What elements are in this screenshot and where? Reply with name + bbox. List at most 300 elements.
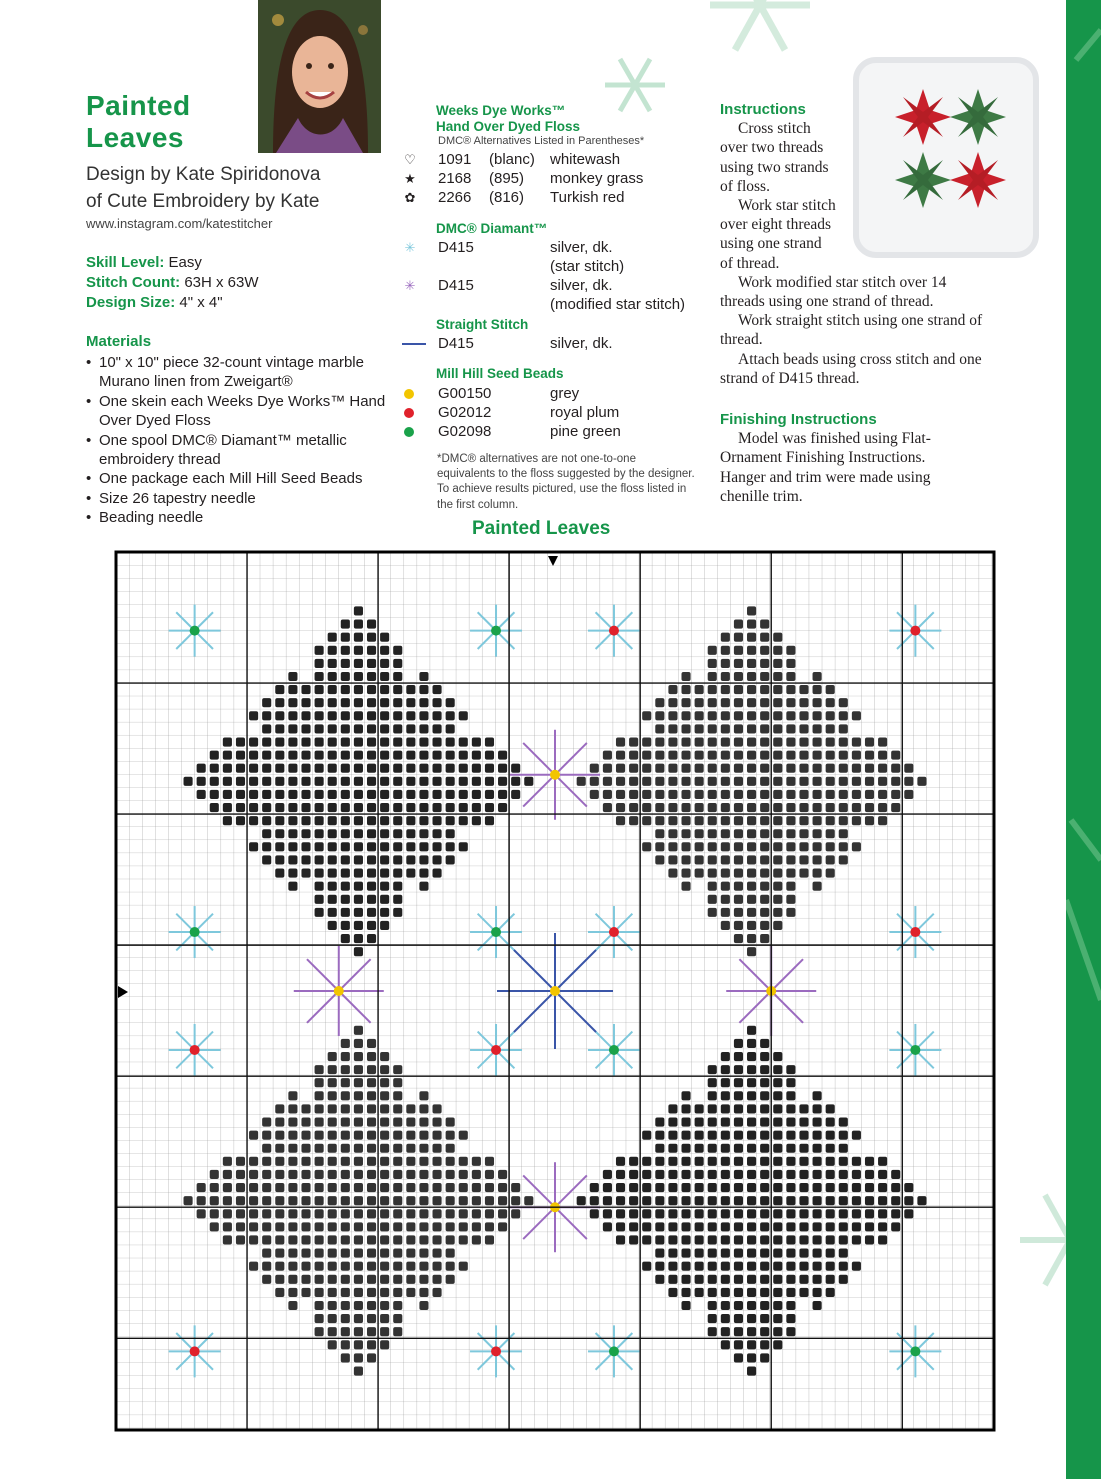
flower-stitch-cell <box>301 724 310 733</box>
flower-stitch-cell <box>668 1117 677 1126</box>
flower-stitch-cell <box>773 1183 782 1192</box>
flower-stitch-cell <box>773 1170 782 1179</box>
flower-stitch-cell <box>223 816 232 825</box>
star-stitch-cell <box>301 1209 310 1218</box>
star-stitch-cell <box>590 777 599 786</box>
star-stitch-cell <box>315 1314 324 1323</box>
flower-stitch-cell <box>249 751 258 760</box>
star-stitch-cell <box>878 764 887 773</box>
flower-stitch-cell <box>629 1157 638 1166</box>
star-stitch-cell <box>760 842 769 851</box>
flower-stitch-cell <box>419 711 428 720</box>
seed-bead <box>491 626 501 636</box>
flower-stitch-cell <box>315 646 324 655</box>
star-stitch-cell <box>472 1209 481 1218</box>
flower-stitch-cell <box>419 882 428 891</box>
star-stitch-cell <box>878 777 887 786</box>
flower-stitch-cell <box>446 777 455 786</box>
flower-stitch-cell <box>878 1196 887 1205</box>
flower-stitch-cell <box>406 855 415 864</box>
star-stitch-cell <box>341 1170 350 1179</box>
flower-stitch-cell <box>708 1104 717 1113</box>
star-stitch-cell <box>301 1288 310 1297</box>
flower-stitch-cell <box>524 777 533 786</box>
star-stitch-cell <box>603 803 612 812</box>
star-stitch-cell <box>655 842 664 851</box>
flower-stitch-cell <box>681 1091 690 1100</box>
flower-stitch-cell <box>786 1262 795 1271</box>
star-stitch-cell <box>786 751 795 760</box>
star-stitch-cell <box>629 764 638 773</box>
flower-stitch-cell <box>839 1196 848 1205</box>
flower-stitch-cell <box>590 1183 599 1192</box>
star-stitch-cell <box>380 1183 389 1192</box>
flower-stitch-cell <box>328 882 337 891</box>
flower-stitch-cell <box>865 1222 874 1231</box>
star-stitch-cell <box>236 1196 245 1205</box>
flower-stitch-cell <box>367 842 376 851</box>
star-stitch-cell <box>301 1183 310 1192</box>
flower-stitch-cell <box>826 1275 835 1284</box>
flower-stitch-cell <box>708 1131 717 1140</box>
flower-stitch-cell <box>708 1091 717 1100</box>
star-stitch-cell <box>681 685 690 694</box>
star-stitch-cell <box>367 1104 376 1113</box>
star-stitch-cell <box>367 1196 376 1205</box>
star-stitch-cell <box>354 1262 363 1271</box>
flower-stitch-cell <box>577 1196 586 1205</box>
flower-stitch-cell <box>367 934 376 943</box>
flower-stitch-cell <box>393 908 402 917</box>
star-stitch-cell <box>786 895 795 904</box>
star-stitch-cell <box>865 790 874 799</box>
star-stitch-cell <box>275 1249 284 1258</box>
star-stitch-cell <box>288 1196 297 1205</box>
seed-bead <box>550 770 560 780</box>
flower-stitch-cell <box>498 790 507 799</box>
flower-stitch-cell <box>341 764 350 773</box>
flower-stitch-cell <box>485 751 494 760</box>
star-stitch-cell <box>904 790 913 799</box>
flower-stitch-cell <box>275 751 284 760</box>
star-stitch-cell <box>747 816 756 825</box>
flower-stitch-cell <box>301 777 310 786</box>
flower-stitch-cell <box>367 764 376 773</box>
flower-stitch-cell <box>328 829 337 838</box>
flower-stitch-cell <box>367 672 376 681</box>
flower-stitch-cell <box>380 698 389 707</box>
flower-stitch-cell <box>301 737 310 746</box>
star-stitch-cell <box>433 1209 442 1218</box>
star-stitch-cell <box>472 1196 481 1205</box>
star-stitch-cell <box>328 1288 337 1297</box>
list-item: • One spool DMC® Diamant™ metallic embroidery thread <box>86 431 386 470</box>
flower-stitch-cell <box>433 724 442 733</box>
star-stitch-cell <box>367 1157 376 1166</box>
flower-stitch-cell <box>433 711 442 720</box>
star-stitch-cell <box>236 1170 245 1179</box>
flower-stitch-cell <box>760 1183 769 1192</box>
star-stitch-cell <box>459 1262 468 1271</box>
star-stitch-cell <box>301 1157 310 1166</box>
flower-stitch-cell <box>328 646 337 655</box>
flower-stitch-cell <box>301 698 310 707</box>
flower-stitch-cell <box>406 803 415 812</box>
flower-stitch-cell <box>380 842 389 851</box>
star-stitch-cell <box>380 1052 389 1061</box>
flower-stitch-cell <box>419 764 428 773</box>
star-stitch-cell <box>786 698 795 707</box>
star-stitch-cell <box>275 1235 284 1244</box>
flower-stitch-cell <box>406 737 415 746</box>
flower-stitch-cell <box>393 803 402 812</box>
page-title: Painted Leaves <box>86 90 191 153</box>
flower-stitch-cell <box>773 1327 782 1336</box>
star-stitch-cell <box>354 1314 363 1323</box>
flower-stitch-cell <box>393 672 402 681</box>
star-stitch-cell <box>433 1144 442 1153</box>
star-stitch-cell <box>380 1249 389 1258</box>
star-stitch-cell <box>341 1052 350 1061</box>
star-stitch-cell <box>341 1235 350 1244</box>
star-stitch-cell <box>616 777 625 786</box>
flower-stitch-cell <box>328 869 337 878</box>
flower-stitch-cell <box>904 1183 913 1192</box>
star-stitch-cell <box>249 1170 258 1179</box>
star-stitch-cell <box>367 1131 376 1140</box>
flower-stitch-cell <box>642 1235 651 1244</box>
flower-stitch-cell <box>760 1209 769 1218</box>
flower-stitch-cell <box>485 764 494 773</box>
star-stitch-cell <box>223 1170 232 1179</box>
flower-stitch-cell <box>328 790 337 799</box>
star-stitch-cell <box>393 1235 402 1244</box>
star-stitch-cell <box>328 1262 337 1271</box>
flower-stitch-cell <box>799 1183 808 1192</box>
flower-stitch-cell <box>734 1052 743 1061</box>
flower-stitch-cell <box>642 1183 651 1192</box>
list-item: • 10" x 10" piece 32-count vintage marble Murano linen from Zweigart® <box>86 353 386 392</box>
star-stitch-cell <box>786 724 795 733</box>
star-stitch-cell <box>681 816 690 825</box>
flower-stitch-cell <box>773 1262 782 1271</box>
star-stitch-cell <box>367 1117 376 1126</box>
flower-stitch-cell <box>813 1301 822 1310</box>
star-stitch-cell <box>747 895 756 904</box>
flower-stitch-cell <box>367 855 376 864</box>
flower-stitch-cell <box>878 1170 887 1179</box>
star-stitch-cell <box>721 803 730 812</box>
flower-stitch-cell <box>891 1209 900 1218</box>
star-stitch-cell <box>328 1157 337 1166</box>
flower-stitch-cell <box>354 934 363 943</box>
seed-bead <box>491 1346 501 1356</box>
star-stitch-cell <box>275 1262 284 1271</box>
flower-stitch-cell <box>773 1301 782 1310</box>
star-stitch-cell <box>773 855 782 864</box>
flower-stitch-cell <box>367 790 376 799</box>
flower-stitch-cell <box>734 1183 743 1192</box>
flower-stitch-cell <box>839 1117 848 1126</box>
flower-stitch-cell <box>852 1157 861 1166</box>
star-stitch-cell <box>747 724 756 733</box>
star-stitch-cell <box>839 724 848 733</box>
flower-stitch-cell <box>315 908 324 917</box>
star-stitch-cell <box>328 1131 337 1140</box>
flower-stitch-cell <box>393 711 402 720</box>
flower-stitch-cell <box>786 1131 795 1140</box>
star-stitch-cell <box>891 751 900 760</box>
flower-stitch-cell <box>813 1170 822 1179</box>
flower-stitch-cell <box>747 1222 756 1231</box>
star-stitch-cell <box>419 1196 428 1205</box>
star-stitch-cell <box>367 1039 376 1048</box>
flower-stitch-cell <box>406 842 415 851</box>
flower-stitch-cell <box>275 829 284 838</box>
star-stitch-cell <box>315 1078 324 1087</box>
star-stitch-cell <box>301 1144 310 1153</box>
flower-stitch-cell <box>393 829 402 838</box>
star-stitch-cell <box>367 1052 376 1061</box>
flower-stitch-cell <box>734 1209 743 1218</box>
star-stitch-cell <box>341 1039 350 1048</box>
star-stitch-cell <box>865 764 874 773</box>
flower-stitch-cell <box>747 1078 756 1087</box>
flower-stitch-cell <box>734 1078 743 1087</box>
star-stitch-cell <box>760 921 769 930</box>
flower-stitch-cell <box>826 1196 835 1205</box>
flower-stitch-cell <box>275 724 284 733</box>
star-stitch-cell <box>786 829 795 838</box>
designer-photo <box>258 0 381 153</box>
flower-stitch-cell <box>773 1104 782 1113</box>
flower-stitch-cell <box>328 737 337 746</box>
flower-stitch-cell <box>472 816 481 825</box>
star-stitch-cell <box>472 1170 481 1179</box>
star-stitch-cell <box>668 777 677 786</box>
flower-stitch-cell <box>721 1340 730 1349</box>
flower-stitch-cell <box>721 1170 730 1179</box>
flower-stitch-cell <box>629 1196 638 1205</box>
star-stitch-cell <box>341 1301 350 1310</box>
flower-stitch-cell <box>708 1288 717 1297</box>
flower-stitch-cell <box>747 1209 756 1218</box>
flower-stitch-cell <box>393 790 402 799</box>
flower-stitch-cell <box>341 777 350 786</box>
star-stitch-cell <box>262 1117 271 1126</box>
star-stitch-cell <box>367 1065 376 1074</box>
star-stitch-cell <box>393 1104 402 1113</box>
star-stitch-cell <box>668 751 677 760</box>
star-stitch-cell <box>301 1262 310 1271</box>
star-stitch-cell <box>406 1275 415 1284</box>
star-stitch-cell <box>799 816 808 825</box>
flower-stitch-cell <box>708 1249 717 1258</box>
flower-stitch-cell <box>341 724 350 733</box>
star-stitch-cell <box>799 698 808 707</box>
flower-stitch-cell <box>813 1275 822 1284</box>
star-stitch-cell <box>852 764 861 773</box>
star-stitch-cell <box>380 1196 389 1205</box>
flower-stitch-cell <box>262 724 271 733</box>
star-stitch-cell <box>354 1078 363 1087</box>
star-stitch-cell <box>223 1222 232 1231</box>
star-stitch-cell <box>249 1209 258 1218</box>
flower-stitch-cell <box>760 1275 769 1284</box>
star-stitch-cell <box>315 1275 324 1284</box>
star-stitch-cell <box>328 1183 337 1192</box>
star-stitch-cell <box>721 737 730 746</box>
star-stitch-cell <box>328 1052 337 1061</box>
star-stitch-cell <box>459 1131 468 1140</box>
star-stitch-cell <box>668 842 677 851</box>
star-stitch-cell <box>341 1104 350 1113</box>
star-stitch-cell <box>813 737 822 746</box>
star-stitch-cell <box>419 1209 428 1218</box>
star-stitch-cell <box>865 737 874 746</box>
star-stitch-cell <box>852 711 861 720</box>
star-stitch-cell <box>668 790 677 799</box>
flower-stitch-cell <box>262 816 271 825</box>
flower-stitch-cell <box>734 1353 743 1362</box>
flower-stitch-cell <box>799 1249 808 1258</box>
flower-stitch-cell <box>799 1157 808 1166</box>
star-stitch-cell <box>341 1117 350 1126</box>
flower-stitch-cell <box>629 1222 638 1231</box>
star-stitch-cell <box>275 1170 284 1179</box>
star-stitch-cell <box>419 1301 428 1310</box>
flower-stitch-cell <box>341 711 350 720</box>
star-stitch-cell <box>695 829 704 838</box>
star-stitch-cell <box>878 751 887 760</box>
star-stitch-cell <box>747 737 756 746</box>
flower-stitch-cell <box>760 1065 769 1074</box>
flower-stitch-cell <box>826 1157 835 1166</box>
flower-stitch-cell <box>773 1209 782 1218</box>
flower-stitch-cell <box>839 1170 848 1179</box>
star-stitch-cell <box>328 1091 337 1100</box>
flower-stitch-cell <box>708 1327 717 1336</box>
star-stitch-cell <box>485 1222 494 1231</box>
flower-stitch-cell <box>799 1209 808 1218</box>
star-stitch-cell <box>813 724 822 733</box>
flower-stitch-cell <box>459 764 468 773</box>
flower-stitch-cell <box>446 751 455 760</box>
star-stitch-cell <box>354 1117 363 1126</box>
star-stitch-cell <box>354 1249 363 1258</box>
flower-stitch-cell <box>786 1117 795 1126</box>
star-stitch-cell <box>747 842 756 851</box>
flower-stitch-cell <box>760 1104 769 1113</box>
star-stitch-cell <box>642 842 651 851</box>
flower-stitch-cell <box>288 711 297 720</box>
star-stitch-cell <box>655 698 664 707</box>
star-stitch-cell <box>354 1366 363 1375</box>
flower-stitch-cell <box>891 1196 900 1205</box>
flower-stitch-cell <box>852 1262 861 1271</box>
flower-stitch-cell <box>629 1170 638 1179</box>
flower-stitch-cell <box>642 1209 651 1218</box>
flower-stitch-cell <box>747 1262 756 1271</box>
designer-url[interactable]: www.instagram.com/katestitcher <box>86 216 273 231</box>
star-stitch-cell <box>747 620 756 629</box>
star-stitch-cell <box>354 1091 363 1100</box>
star-stitch-cell <box>288 1235 297 1244</box>
star-stitch-cell <box>773 633 782 642</box>
flower-stitch-cell <box>681 1170 690 1179</box>
star-stitch-cell <box>760 895 769 904</box>
star-stitch-cell <box>380 1288 389 1297</box>
star-stitch-cell <box>734 724 743 733</box>
flower-stitch-cell <box>315 672 324 681</box>
star-stitch-cell <box>262 1222 271 1231</box>
star-stitch-cell <box>695 855 704 864</box>
star-stitch-cell <box>498 1170 507 1179</box>
flower-stitch-cell <box>223 803 232 812</box>
star-stitch-cell <box>773 777 782 786</box>
flower-stitch-cell <box>799 1222 808 1231</box>
flower-stitch-cell <box>813 1183 822 1192</box>
flower-stitch-cell <box>446 737 455 746</box>
star-stitch-cell <box>734 895 743 904</box>
star-stitch-cell <box>354 1275 363 1284</box>
flower-stitch-cell <box>813 1144 822 1153</box>
flower-stitch-cell <box>328 685 337 694</box>
flower-stitch-cell <box>511 777 520 786</box>
star-stitch-cell <box>852 816 861 825</box>
flower-stitch-cell <box>747 1235 756 1244</box>
star-stitch-cell <box>734 921 743 930</box>
flower-stitch-cell <box>734 1340 743 1349</box>
star-stitch-cell <box>288 1222 297 1231</box>
flower-stitch-cell <box>642 1131 651 1140</box>
star-stitch-cell <box>380 1104 389 1113</box>
flower-stitch-cell <box>760 1301 769 1310</box>
star-stitch-cell <box>341 1222 350 1231</box>
flower-stitch-cell <box>826 1235 835 1244</box>
star-stitch-cell <box>393 1327 402 1336</box>
star-stitch-cell <box>341 1353 350 1362</box>
star-stitch-cell <box>419 1131 428 1140</box>
star-stitch-cell <box>511 1209 520 1218</box>
flower-stitch-cell <box>275 698 284 707</box>
star-stitch-cell <box>288 1170 297 1179</box>
star-stitch-cell <box>773 737 782 746</box>
flower-stitch-cell <box>406 711 415 720</box>
star-stitch-cell <box>367 1183 376 1192</box>
flower-stitch-cell <box>262 855 271 864</box>
star-stitch-cell <box>288 1262 297 1271</box>
star-stitch-cell <box>681 751 690 760</box>
flower-stitch-cell <box>590 1209 599 1218</box>
design-specs: Skill Level: Easy Stitch Count: 63H x 63W Design Size: 4" x 4" <box>86 254 259 311</box>
star-stitch-cell <box>734 842 743 851</box>
flower-stitch-cell <box>223 764 232 773</box>
star-stitch-cell <box>328 1144 337 1153</box>
flower-stitch-cell <box>760 1353 769 1362</box>
star-stitch-cell <box>747 947 756 956</box>
flower-stitch-cell <box>315 869 324 878</box>
flower-stitch-cell <box>223 737 232 746</box>
star-stitch-cell <box>852 737 861 746</box>
flower-stitch-cell <box>459 842 468 851</box>
flower-stitch-cell <box>459 803 468 812</box>
flower-stitch-cell <box>419 855 428 864</box>
flower-stitch-cell <box>721 1144 730 1153</box>
flower-stitch-cell <box>878 1209 887 1218</box>
flower-stitch-cell <box>315 777 324 786</box>
star-stitch-cell <box>446 1262 455 1271</box>
